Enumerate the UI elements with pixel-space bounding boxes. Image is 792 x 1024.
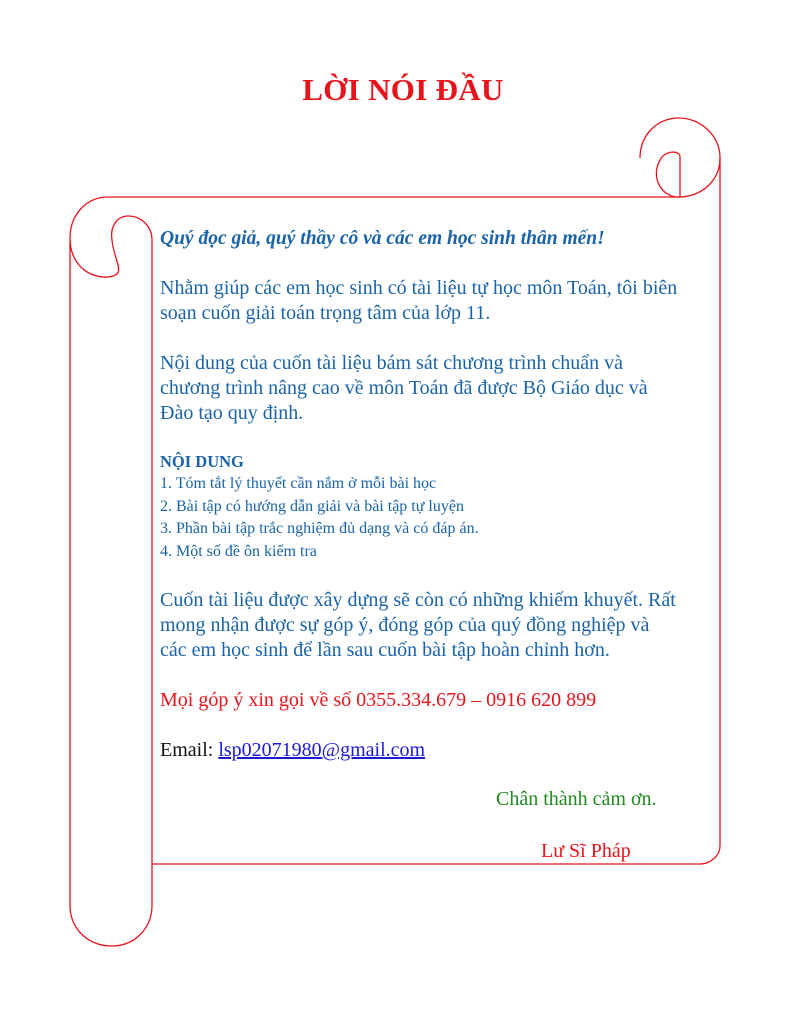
contents-item: 2. Bài tập có hướng dẫn giải và bài tập tự luyện — [160, 497, 464, 515]
contents-item: 3. Phần bài tập trắc nghiệm đủ dạng và có đáp án. — [160, 520, 479, 537]
contents-item: 4. Một số đề ôn kiểm tra — [160, 542, 317, 560]
scroll-top-right-roll — [640, 118, 720, 197]
contents-heading: NỘI DUNG — [160, 452, 244, 471]
intro-paragraph: Nhằm giúp các em học sinh có tài liệu tự học môn Toán, tôi biên soạn cuốn giải toán trọng tâm của lớp 11. — [160, 277, 678, 324]
scroll-top-left-roll — [70, 197, 152, 946]
email-label: Email: — [160, 739, 219, 761]
contents-item: 1. Tóm tắt lý thuyết cần nắm ở mỗi bài học — [160, 475, 437, 492]
content-paragraph: Nội dung của cuốn tài liệu bám sát chương trình chuẩn và chương trình nâng cao về môn Toán đã được Bộ Giáo dục và Đào tạo quy định. — [160, 352, 648, 424]
page-title: LỜI NÓI ĐẦU — [302, 72, 504, 107]
author-signature: Lư Sĩ Pháp — [541, 840, 631, 862]
closing-paragraph: Cuốn tài liệu được xây dựng sẽ còn có những khiếm khuyết. Rất mong nhận được sự góp ý, đóng góp của quý đồng nghiệp và các em học sinh để lần sau cuốn bài tập hoàn chỉnh hơn. — [160, 589, 676, 661]
contact-phone: Mọi góp ý xin gọi về số 0355.334.679 – 0916 620 899 — [160, 689, 597, 711]
greeting: Quý đọc giả, quý thầy cô và các em học sinh thân mến! — [160, 228, 605, 249]
email-line — [160, 738, 680, 763]
email-link[interactable]: lsp02071980@gmail.com — [218, 739, 426, 761]
letter-body — [160, 226, 680, 763]
thanks-text: Chân thành cảm ơn. — [496, 788, 657, 810]
